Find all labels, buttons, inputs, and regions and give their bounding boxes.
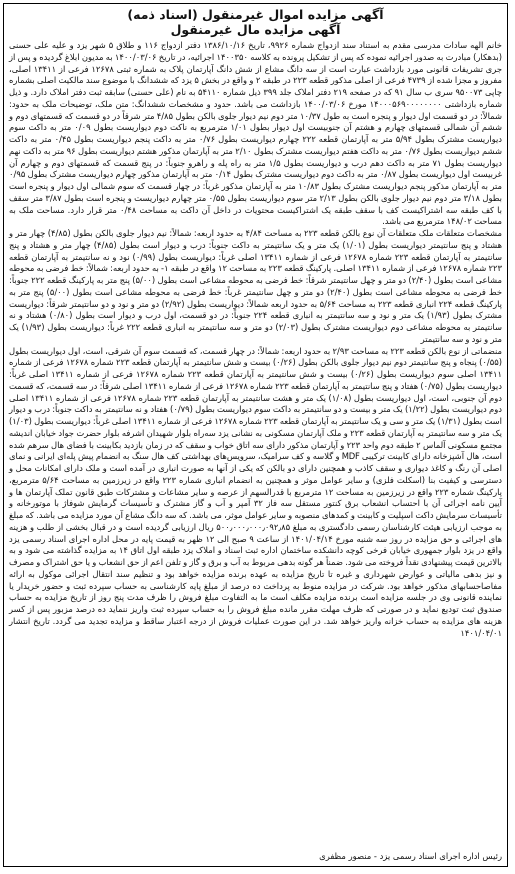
notice-paragraph: مشخصات متعلقات ملک متعلقات آن نوع بالکن قطعه ۲۲۳ به مساحت ۴/۸۴ به حدود اربعه: شمالاً: نیم دیوار جلوی بالکن بطول (۴/۸۵) چهار متر و هشتاد و پنج سانتیمتر دیواریست بطول (۱/۰۱) یک متر و یک سانتیمتر به داکت جنوباً: درب و دیوار است بطول (۴/۸۵) چهار متر و هشتاد و پنج سانتیمتر به آپارتمان قطعه ۲۲۳ شماره ۱۲۶۷۸ فرعی از شماره ۱۳۴۱۱ اصلی غرباً: دیواریست بطول (۰/۹۹) نود و نه سانتیمتر به آپارتمان قطعه ۲۲۳ شماره ۱۲۶۷۸ فرعی از شماره ۱۳۴۱۱ اصلی. پارکینگ قطعه ۲۲۳ به مساحت ۱۲ واقع در طبقه ۱- به حدود اربعه: شمالاً: خط فرضی به محوطه مشاعی است بطول (۲/۴۰) دو متر و چهل سانتیمتر شرقاً: خط فرضی به محوطه مشاعی است بطول (۵/۰۰) پنج متر به پارکینگ قطعه ۲۲۲ جنوباً: خط فرضی به محوطه مشاعی است بطول (۲/۴۰) دو متر و چهل سانتیمتر غرباً: خط فرضی به محوطه مشاعی است بطول (۵/۰۰) پنج متر به پارکینگ قطعه ۲۲۴ انباری قطعه ۲۲۳ به مساحت ۵/۶۴ به حدود اربعه شمالاً: دیواریست بطول (۲/۹۲) دو متر و نود و دو سانتیمتر شرقاً: دیواریست مشترک بطول (۱/۹۳) یک متر و نود و سه سانتیمتر به انباری قطعه ۲۲۴ جنوباً: در دو قسمت، اول درب و دیوار است بطول (۰/۸۰) هشتاد و نه سانتیمتر به محوطه مشاعی دوم دیواریست مشترک بطول (۲/۰۳) دو متر و سه سانتیمتر به انباری قطعه ۲۲۲ غرباً: دیواریست بطول (۱/۹۳) یک متر و نود و سه سانتیمتر (9, 228, 503, 344)
notice-body (9, 40, 502, 639)
auction-notice (3, 3, 508, 867)
notice-paragraph: منضماتی از نوع بالکن قطعه ۲۲۳ به مساحت ۲/۹۳ به حدود اربعه: شمالاً: در چهار قسمت، که قسمت سوم آن شرقی، است، اول دیواریست بطول (۰/۵۵) پنجاه و پنج سانتیمتر دوم نیم دیوار جلوی بالکن بطول (۰/۲۶) بیست و شش سانتیمتر به آپارتمان قطعه ۲۲۳ شماره ۱۲۶۷۸ فرعی از شماره ۱۳۴۱۱ اصلی سوم دیواریست بطول (۰/۲۶) بیست و شش سانتیمتر به آپارتمان قطعه ۲۲۳ شماره ۱۲۶۷۸ فرعی از شماره ۱۳۴۱۱ اصلی غرباً: دیواریست بطول (۰/۷۵) هفتاد و پنج سانتیمتر به آپارتمان قطعه ۲۲۳ شماره ۱۲۶۷۸ فرعی از شماره ۱۳۴۱۱ اصلی شرقاً: در سه قسمت، که قسمت دوم آن جنوبی، است، اول دیواریست بطول (۱/۰۸) یک متر و هشت سانتیمتر به آپارتمان قطعه ۲۲۳ شماره ۱۲۶۷۸ فرعی از شماره ۱۳۴۱۱ اصلی دوم دیواریست بطول (۱/۲۲) یک متر و بیست و دو سانتیمتر به داکت سوم دیواریست بطول (۰/۷۹) هفتاد و نه سانتیمتر به داکت جنوباً: درب و دیوار است بطول (۱/۳۱) یک متر و سی و یک سانتیمتر به آپارتمان قطعه ۲۲۳ شماره ۱۲۶۷۸ فرعی از شماره ۱۳۴۱۱ اصلی غرباً: دیواریست بطول (۱/۰۳) یک متر و سه سانتیمتر به آپارتمان قطعه ۲۲۳ و ملک آپارتمان مسکونی به نشانی یزد سه‌راه بلوار شهیدان اشرفه بلوار حضرت جواد خیابان اندیشه مجتمع مسکونی آلماس ۲ طبقه دوم واحد ۲۲۳ و آپارتمان مذکور دارای سه اتاق خواب و سقف که در زمان بازدید بکابینت با فضای هال سرهم شده است، هال آشپزخانه دارای کابینت ترکیبی MDF و گلاسه و کف سرامیک، سرویس‌های بهداشتی کف هال سنگ به انضمام پیش پله‌ای ایرانی و نمای اصلی آن رنگ و کاغذ دیواری و سقف کاذب و همچنین دارای دو بالکن که یکی از آنها به صورت انباری در آمده است و ملک دارای امکانات محل و دسترسی و کیفیت بنا (اسکلت فلزی) و سایر عوامل موثر و همچنین به انضمام انباری شماره ۲۲۳ واقع در زیرزمین به مساحت ۵/۶۴ مترمربع، پارکینگ شماره ۲۲۳ واقع در زیرزمین به مساحت ۱۲ مترمربع با قدرالسهم از عرصه و سایر مشاعات و مشترکات طبق قانون تملک آپارتمان ها و آیین نامه اجرائی آن با احتساب انشعاب برق کنتور مستقل سه فاز ۳۲ آمپر و آب و گاز مشترک و تأسیسات گرمایش شوفاژ با موتورخانه و تأسیسات سرمایش داکت اسپلیت و کابینت و کمدهای منصوبه و سایر عوامل موثر، می باشد. که سه دانگ مشاع آن مورد مزایده می باشد. که مبلغ به موجب ارزیابی هیئت کارشناسان رسمی دادگستری به مبلغ ۵۰۰٫۰۰۰٫۰۰۰٫۰۹۲٫۸۵ ریال ارزیابی گردیده است و در قبال بخشی از طلب و هزینه های اجرائی و حق مزایده در روز سه شنبه مورخ ۱۴۰۱/۰۴/۱۴ از ساعت ۹ صبح الی ۱۲ ظهر به قیمت پایه در محل اداره اجرای اسناد رسمی یزد واقع در یزد بلوار جمهوری خیابان فرخی کوچه دانشکده ساختمان اداره ثبت اسناد و املاک یزد طبقه اول اتاق ۱۴ به مزایده گذاشته می شود و به بالاترین قیمت پیشنهادی نقداً فروخته می شود. ضمناً هر گونه بدهی مربوط به آب و برق و گاز و تلفن اعم از حق انشعاب و یا حق اشتراک و مصرف و نیز بدهی مالیاتی و عوارض شهرداری و غیره تا تاریخ مزایده به عهده برنده مزایده خواهد بود و تنظیم سند انتقال اجرائی موکول به ارائه مفاصاحسابهای مذکور خواهد بود. شرکت در مزایده منوط به پرداخت ده درصد از مبلغ پایه کارشناسی به حساب سپرده ثبت و حضور خریدار یا نماینده قانونی وی در جلسه مزایده است برنده مزایده مکلف است ما به التفاوت مبلغ فروش را ظرف مدت پنج روز از تاریخ مزایده به حساب صندوق ثبت تودیع نماید و در صورتی که ظرف مهلت مقرر مانده مبلغ فروش را به حساب سپرده ثبت واریز ننماید ده درصد مزبور پس از کسر هزینه های مزایده به حساب خزانه واریز خواهد شد. در این صورت عملیات فروش از درجه اعتبار ساقط و مزایده تجدید می گردد. تاریخ انتشار ۱۴۰۱/۰۴/۰۱ (9, 345, 503, 638)
notice-paragraph: خانم الهه سادات مدرسی مقدم به استناد سند ازدواج شماره ۹۹۲۶، تاریخ ۱۳۸۶/۱۰/۱۶ دفتر ازدواج ۱۱۶ و طلاق ۵ شهر یزد و علیه علی حسنی (بدهکار) مبادرت به صدور اجرائیه نموده که پس از تشکیل پرونده به کلاسه ۱۴۰۰۳۵۰ اجرائیه، در تاریخ ۱۴۰۰/۰۳/۰۶ به مدیون ابلاغ گردیده و پس از جری تشریفات قانونی مورد بازداشت عبارت است از سه دانگ مشاع از شش دانگ آپارتمان پلاک به شماره ثبتی ۱۲۶۷۸ فرعی از ۱۳۴۱۱ اصلی، مفروز و مجزا شده از ۴۷۳۹ فرعی از اصلی مذکور قطعه ۲۲۳ در طبقه ۲ و واقع در بخش ۵ یزد که ششدانگ با موضوع سند مالکیت اصلی بشماره چاپی ۹۵۰۰۷۳ سری ب سال ۹۱ که در صفحه ۲۱۹ دفتر املاک جلد ۳۹۹ ذیل شماره ۵۴۱۱۰ به نام (علی حسنی) سابقه ثبت دفتر املاک دارد. و ذیل شماره بازداشتی ۱۴۰۰۰۵۶۹۰۰۰۰۰۰۰۰ مورخ ۱۴۰۰/۰۳/۰۶ بازداشت می باشد. حدود و مشخصات ششدانگ: متن ملک، توضیحات ملک به حدود: شمالاً: در دو قسمت اول دیوار و پنجره است به طول ۱۰/۳۷ متر دوم نیم دیوار جلوی بالکن بطول ۴/۸۵ متر شرقاً در دو قسمت که قسمتهای دوم و ششم آن شمالی قسمتهای چهارم و هشتم آن جنوبیست اول دیوار بطول ۱/۰۱ مترمربع به ناکت دوم دیواریست بطول ۰/۰۹ متر به داکت سوم دیواریست مشترک بطول ۵/۹۴ متر به آپارتمان قطعه ۲۲۲ چهارم دیواریست بطول ۰/۷۶ متر به داکت پنجم دیواریست بطول ۰/۴۵ متر به داکت ششم دیواریست بطول ۰/۷۶ متر به داکت هفتم دیواریست مشترک بطول ۲/۱۰ متر به آپارتمان مذکور هشتم دیواریست بطول ۹۶ متر به داکت نهم دیواریست بطول ۷۱ متر به داکت دهم درب و دیواریست بطول ۱/۵ متر به راه پله و راهرو جنوباً: در پنج قسمت که قسمتهای دوم و چهارم آن غربیست اول دیواریست بطول ۰/۸۷ متر به داکت دوم دیواریست مشترک بطول ۰/۱۴ متر به آپارتمان مذکور چهارم دیواریست مشترک بطول ۰/۹۵ متر به آپارتمان مذکور پنجم دیواریست مشترک بطول ۱۰/۸۳ متر به آپارتمان مذکور غرباً: در چهار قسمت که سوم شمالی اول دیوار و پنجره است بطول ۳/۱۸ متر دوم نیم دیوار جلوی بالکن بطول ۲/۱۳ متر سوم دیواریست بطول ۰/۵۵ متر چهارم دیواریست و پنجره است بطول ۳/۸۷ متر سقف با کف طبقه سه اشتراکیست کف با سقف طبقه یک اشتراکیست محتویات در داخل آن داکت به مساحت ۰/۴۸ متر قرار دارد. مساحت ملک به مساحت ۱۴۸/۰۲ مترمربع می باشد. (9, 40, 503, 227)
notice-title: آگهی مزایده اموال غیرمنقول (اسناد ذمه) (127, 7, 384, 22)
notice-footer (9, 851, 502, 862)
signature-line: رئیس اداره اجرای اسناد رسمی یزد - منصور مظفری (319, 851, 502, 861)
notice-subtitle: آگهی مزایده مال غیرمنقول (170, 22, 341, 37)
